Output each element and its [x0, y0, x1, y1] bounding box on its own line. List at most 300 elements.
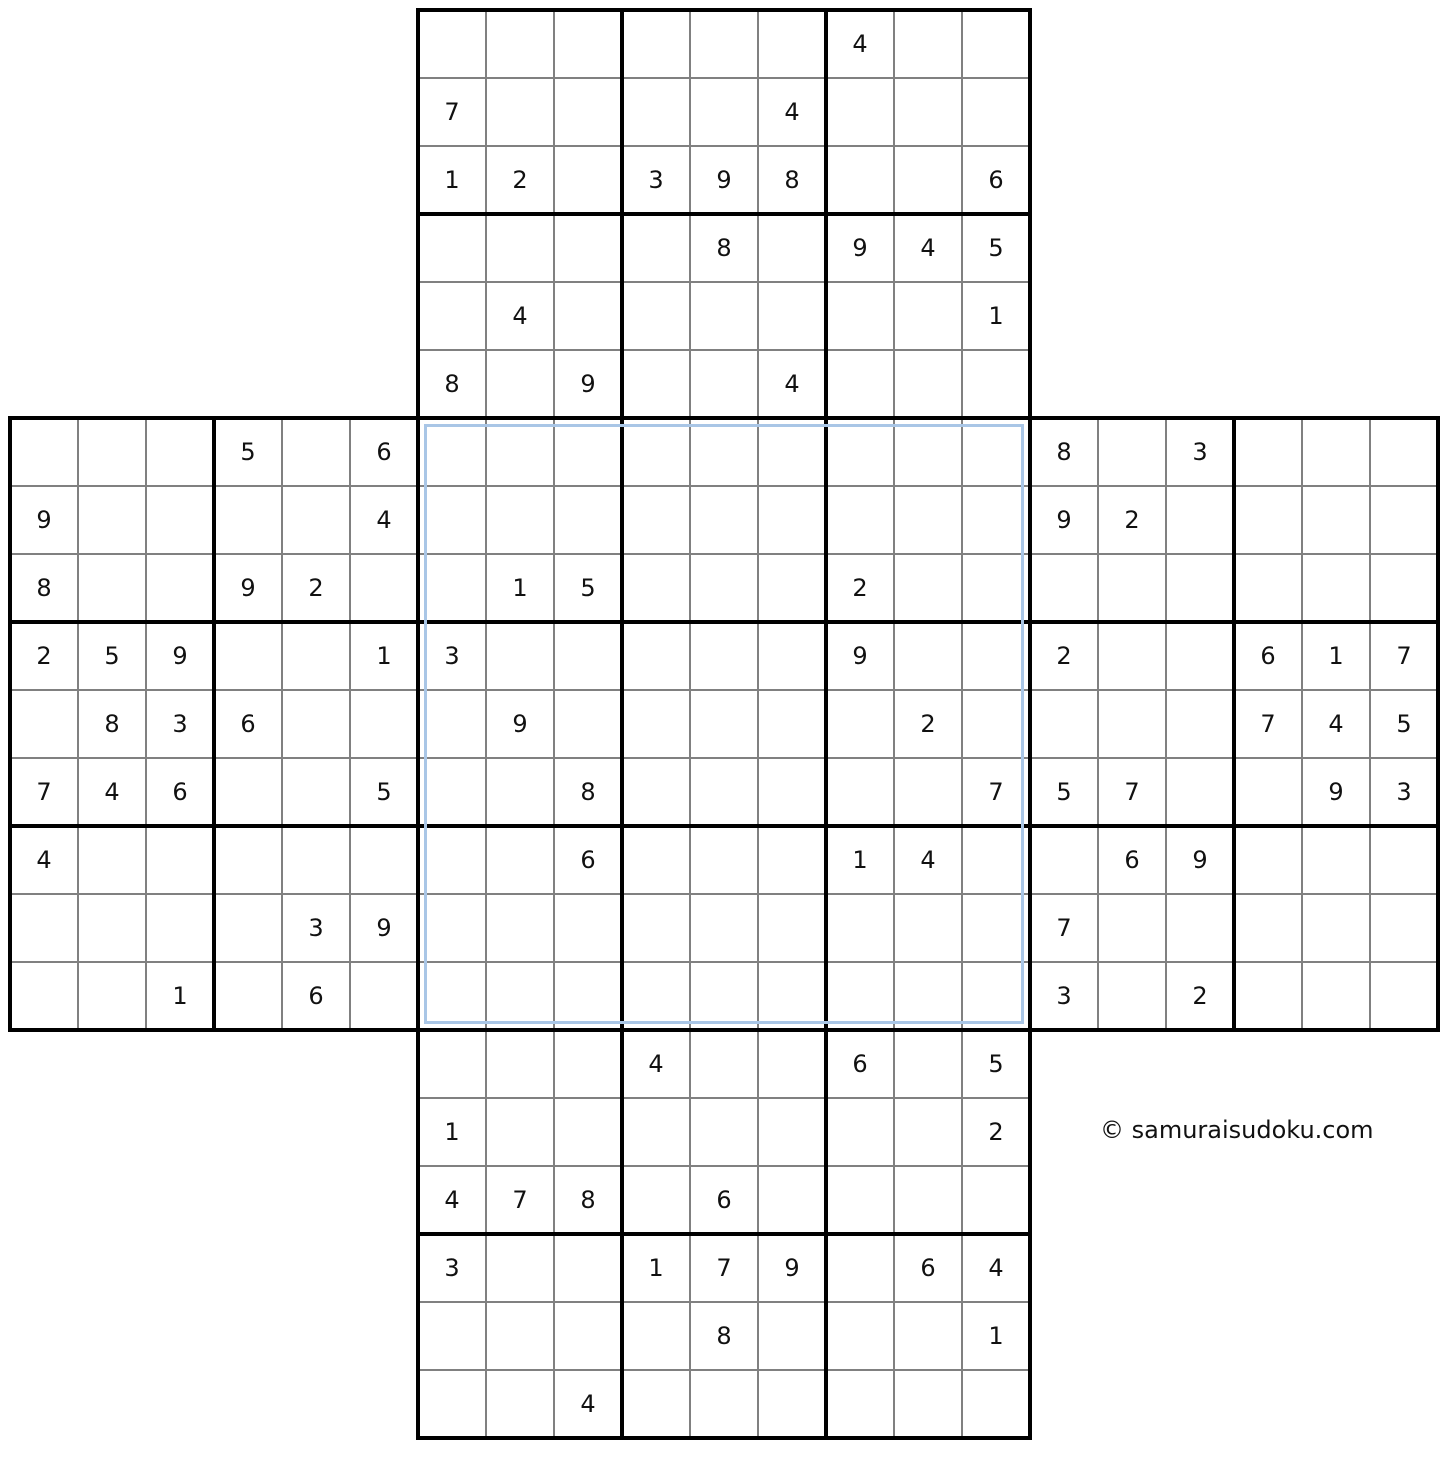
sudoku-cell[interactable] [826, 690, 894, 758]
sudoku-cell[interactable]: 4 [512, 302, 528, 330]
sudoku-cell[interactable]: 8 [580, 1186, 596, 1214]
sudoku-cell[interactable] [1098, 962, 1166, 1030]
sudoku-cell[interactable] [1098, 418, 1166, 486]
sudoku-cell[interactable] [826, 1370, 894, 1438]
sudoku-cell[interactable]: 9 [512, 710, 528, 738]
sudoku-cell[interactable] [418, 1302, 486, 1370]
sudoku-cell[interactable] [1234, 418, 1302, 486]
sudoku-cell[interactable]: 4 [580, 1390, 596, 1418]
sudoku-cell[interactable] [10, 962, 78, 1030]
sudoku-cell[interactable] [418, 486, 486, 554]
sudoku-cell[interactable] [214, 894, 282, 962]
sudoku-cell[interactable]: 8 [36, 574, 52, 602]
sudoku-cell[interactable] [418, 894, 486, 962]
sudoku-cell[interactable]: 3 [1056, 982, 1072, 1010]
sudoku-cell[interactable]: 4 [852, 30, 868, 58]
sudoku-cell[interactable]: 4 [920, 846, 936, 874]
sudoku-cell[interactable] [962, 622, 1030, 690]
sudoku-cell[interactable] [418, 214, 486, 282]
sudoku-cell[interactable]: 5 [240, 438, 256, 466]
sudoku-cell[interactable]: 6 [1124, 846, 1140, 874]
sudoku-cell[interactable] [690, 418, 758, 486]
sudoku-cell[interactable]: 3 [308, 914, 324, 942]
sudoku-cell[interactable] [962, 826, 1030, 894]
sudoku-cell[interactable] [758, 214, 826, 282]
sudoku-cell[interactable]: 1 [988, 302, 1004, 330]
sudoku-cell[interactable] [758, 826, 826, 894]
sudoku-cell[interactable]: 1 [444, 166, 460, 194]
sudoku-cell[interactable] [418, 282, 486, 350]
sudoku-cell[interactable]: 4 [988, 1254, 1004, 1282]
sudoku-cell[interactable]: 1 [376, 642, 392, 670]
sudoku-cell[interactable] [554, 690, 622, 758]
sudoku-cell[interactable] [418, 554, 486, 622]
sudoku-cell[interactable] [1234, 894, 1302, 962]
sudoku-cell[interactable] [826, 1166, 894, 1234]
sudoku-cell[interactable] [1098, 690, 1166, 758]
sudoku-cell[interactable]: 8 [1056, 438, 1072, 466]
sudoku-cell[interactable] [214, 622, 282, 690]
sudoku-cell[interactable] [1370, 962, 1438, 1030]
sudoku-cell[interactable]: 5 [580, 574, 596, 602]
sudoku-cell[interactable] [962, 690, 1030, 758]
sudoku-cell[interactable] [758, 622, 826, 690]
sudoku-cell[interactable]: 1 [1328, 642, 1344, 670]
sudoku-cell[interactable]: 7 [1396, 642, 1412, 670]
sudoku-cell[interactable] [78, 418, 146, 486]
sudoku-cell[interactable]: 8 [444, 370, 460, 398]
sudoku-cell[interactable]: 4 [104, 778, 120, 806]
sudoku-cell[interactable] [1302, 486, 1370, 554]
sudoku-cell[interactable] [622, 486, 690, 554]
sudoku-cell[interactable] [622, 1098, 690, 1166]
sudoku-cell[interactable] [1370, 486, 1438, 554]
sudoku-cell[interactable]: 6 [240, 710, 256, 738]
sudoku-cell[interactable] [486, 350, 554, 418]
sudoku-cell[interactable]: 5 [1396, 710, 1412, 738]
sudoku-cell[interactable]: 9 [240, 574, 256, 602]
sudoku-cell[interactable]: 2 [1124, 506, 1140, 534]
sudoku-cell[interactable] [894, 146, 962, 214]
sudoku-cell[interactable]: 6 [988, 166, 1004, 194]
sudoku-cell[interactable] [690, 10, 758, 78]
sudoku-cell[interactable]: 2 [1056, 642, 1072, 670]
sudoku-cell[interactable]: 4 [36, 846, 52, 874]
sudoku-cell[interactable] [1098, 894, 1166, 962]
sudoku-cell[interactable] [622, 962, 690, 1030]
sudoku-cell[interactable] [1370, 554, 1438, 622]
sudoku-cell[interactable] [486, 1030, 554, 1098]
sudoku-cell[interactable] [1302, 826, 1370, 894]
sudoku-cell[interactable] [1030, 690, 1098, 758]
sudoku-cell[interactable] [826, 78, 894, 146]
sudoku-cell[interactable] [214, 758, 282, 826]
sudoku-cell[interactable]: 7 [512, 1186, 528, 1214]
sudoku-cell[interactable]: 7 [1124, 778, 1140, 806]
sudoku-cell[interactable]: 9 [580, 370, 596, 398]
sudoku-cell[interactable] [78, 894, 146, 962]
sudoku-cell[interactable] [894, 962, 962, 1030]
sudoku-cell[interactable] [486, 1302, 554, 1370]
sudoku-cell[interactable]: 6 [580, 846, 596, 874]
sudoku-cell[interactable] [622, 622, 690, 690]
sudoku-cell[interactable]: 4 [648, 1050, 664, 1078]
sudoku-cell[interactable] [554, 418, 622, 486]
sudoku-cell[interactable] [78, 826, 146, 894]
sudoku-cell[interactable] [214, 962, 282, 1030]
sudoku-cell[interactable]: 2 [36, 642, 52, 670]
sudoku-cell[interactable] [690, 758, 758, 826]
sudoku-cell[interactable]: 9 [852, 234, 868, 262]
sudoku-cell[interactable]: 3 [1396, 778, 1412, 806]
sudoku-cell[interactable] [418, 418, 486, 486]
sudoku-cell[interactable] [1370, 894, 1438, 962]
sudoku-cell[interactable] [146, 554, 214, 622]
sudoku-cell[interactable] [214, 826, 282, 894]
sudoku-cell[interactable] [486, 826, 554, 894]
sudoku-cell[interactable] [758, 486, 826, 554]
sudoku-cell[interactable] [962, 350, 1030, 418]
sudoku-cell[interactable] [758, 418, 826, 486]
sudoku-cell[interactable] [1166, 554, 1234, 622]
sudoku-cell[interactable]: 3 [648, 166, 664, 194]
sudoku-cell[interactable] [622, 1166, 690, 1234]
sudoku-cell[interactable] [894, 418, 962, 486]
cell-border-line [9, 757, 1439, 759]
sudoku-cell[interactable] [282, 826, 350, 894]
sudoku-cell[interactable] [826, 894, 894, 962]
sudoku-cell[interactable] [282, 758, 350, 826]
sudoku-cell[interactable] [962, 1166, 1030, 1234]
box-border-line [416, 8, 1032, 12]
sudoku-cell[interactable] [622, 214, 690, 282]
sudoku-cell[interactable] [1166, 894, 1234, 962]
sudoku-cell[interactable] [826, 282, 894, 350]
sudoku-cell[interactable] [554, 146, 622, 214]
sudoku-cell[interactable]: 9 [1328, 778, 1344, 806]
sudoku-cell[interactable] [1302, 962, 1370, 1030]
sudoku-cell[interactable] [1098, 622, 1166, 690]
sudoku-cell[interactable] [622, 350, 690, 418]
sudoku-cell[interactable] [282, 622, 350, 690]
sudoku-cell[interactable]: 7 [988, 778, 1004, 806]
sudoku-cell[interactable]: 5 [988, 234, 1004, 262]
sudoku-cell[interactable]: 7 [1260, 710, 1276, 738]
sudoku-cell[interactable] [690, 1098, 758, 1166]
sudoku-cell[interactable]: 3 [444, 1254, 460, 1282]
sudoku-cell[interactable]: 2 [988, 1118, 1004, 1146]
sudoku-cell[interactable] [622, 282, 690, 350]
sudoku-cell[interactable] [146, 418, 214, 486]
sudoku-cell[interactable] [1166, 690, 1234, 758]
sudoku-cell[interactable] [690, 554, 758, 622]
sudoku-cell[interactable] [350, 826, 418, 894]
sudoku-cell[interactable] [622, 894, 690, 962]
sudoku-cell[interactable] [690, 1370, 758, 1438]
sudoku-cell[interactable] [418, 690, 486, 758]
sudoku-cell[interactable]: 9 [784, 1254, 800, 1282]
sudoku-cell[interactable] [622, 78, 690, 146]
sudoku-cell[interactable] [758, 1370, 826, 1438]
sudoku-cell[interactable]: 6 [376, 438, 392, 466]
sudoku-cell[interactable] [826, 146, 894, 214]
sudoku-cell[interactable] [486, 758, 554, 826]
sudoku-cell[interactable] [554, 1030, 622, 1098]
sudoku-cell[interactable] [1166, 486, 1234, 554]
sudoku-cell[interactable] [486, 418, 554, 486]
sudoku-cell[interactable] [758, 1166, 826, 1234]
sudoku-cell[interactable] [78, 486, 146, 554]
sudoku-cell[interactable] [418, 826, 486, 894]
sudoku-cell[interactable] [962, 1370, 1030, 1438]
sudoku-cell[interactable] [894, 1030, 962, 1098]
sudoku-cell[interactable] [1234, 486, 1302, 554]
sudoku-cell[interactable] [350, 554, 418, 622]
sudoku-cell[interactable] [758, 1030, 826, 1098]
sudoku-cell[interactable] [554, 10, 622, 78]
sudoku-cell[interactable]: 4 [444, 1186, 460, 1214]
sudoku-cell[interactable] [418, 758, 486, 826]
sudoku-cell[interactable]: 5 [1056, 778, 1072, 806]
sudoku-cell[interactable] [350, 690, 418, 758]
sudoku-cell[interactable] [826, 1098, 894, 1166]
sudoku-cell[interactable] [418, 1370, 486, 1438]
sudoku-cell[interactable]: 1 [512, 574, 528, 602]
sudoku-cell[interactable] [622, 758, 690, 826]
sudoku-cell[interactable]: 9 [172, 642, 188, 670]
sudoku-cell[interactable] [894, 10, 962, 78]
sudoku-cell[interactable] [554, 1098, 622, 1166]
sudoku-cell[interactable] [690, 282, 758, 350]
sudoku-cell[interactable] [894, 1098, 962, 1166]
sudoku-cell[interactable]: 9 [716, 166, 732, 194]
sudoku-cell[interactable] [1030, 826, 1098, 894]
sudoku-cell[interactable]: 7 [444, 98, 460, 126]
sudoku-cell[interactable]: 4 [784, 98, 800, 126]
sudoku-cell[interactable] [554, 622, 622, 690]
sudoku-cell[interactable] [78, 554, 146, 622]
sudoku-cell[interactable]: 1 [988, 1322, 1004, 1350]
sudoku-cell[interactable] [894, 1166, 962, 1234]
sudoku-cell[interactable] [690, 78, 758, 146]
sudoku-cell[interactable] [10, 418, 78, 486]
sudoku-cell[interactable]: 5 [376, 778, 392, 806]
sudoku-cell[interactable] [826, 350, 894, 418]
sudoku-cell[interactable] [486, 486, 554, 554]
sudoku-cell[interactable] [554, 78, 622, 146]
sudoku-cell[interactable]: 3 [1192, 438, 1208, 466]
sudoku-cell[interactable] [146, 486, 214, 554]
sudoku-cell[interactable]: 4 [1328, 710, 1344, 738]
sudoku-cell[interactable] [758, 1302, 826, 1370]
sudoku-cell[interactable]: 3 [444, 642, 460, 670]
sudoku-cell[interactable] [690, 894, 758, 962]
sudoku-cell[interactable] [554, 282, 622, 350]
sudoku-cell[interactable] [758, 282, 826, 350]
sudoku-cell[interactable]: 4 [784, 370, 800, 398]
sudoku-cell[interactable] [554, 214, 622, 282]
sudoku-cell[interactable]: 9 [376, 914, 392, 942]
sudoku-cell[interactable] [418, 1030, 486, 1098]
sudoku-cell[interactable] [554, 486, 622, 554]
sudoku-cell[interactable]: 2 [512, 166, 528, 194]
sudoku-cell[interactable] [1234, 758, 1302, 826]
sudoku-cell[interactable] [758, 10, 826, 78]
sudoku-cell[interactable] [826, 486, 894, 554]
sudoku-cell[interactable] [554, 962, 622, 1030]
sudoku-cell[interactable]: 4 [920, 234, 936, 262]
sudoku-cell[interactable] [690, 690, 758, 758]
sudoku-cell[interactable]: 5 [104, 642, 120, 670]
sudoku-cell[interactable] [350, 962, 418, 1030]
sudoku-cell[interactable]: 8 [716, 234, 732, 262]
sudoku-cell[interactable] [214, 486, 282, 554]
sudoku-cell[interactable] [894, 1302, 962, 1370]
sudoku-cell[interactable] [894, 554, 962, 622]
sudoku-cell[interactable] [894, 758, 962, 826]
sudoku-cell[interactable] [826, 1302, 894, 1370]
sudoku-cell[interactable]: 8 [580, 778, 596, 806]
sudoku-cell[interactable]: 7 [1056, 914, 1072, 942]
sudoku-cell[interactable] [1234, 962, 1302, 1030]
sudoku-cell[interactable]: 9 [36, 506, 52, 534]
sudoku-cell[interactable] [282, 690, 350, 758]
sudoku-cell[interactable]: 6 [172, 778, 188, 806]
sudoku-cell[interactable] [486, 894, 554, 962]
sudoku-cell[interactable]: 6 [1260, 642, 1276, 670]
sudoku-cell[interactable]: 1 [648, 1254, 664, 1282]
sudoku-cell[interactable]: 3 [172, 710, 188, 738]
sudoku-cell[interactable] [894, 486, 962, 554]
sudoku-cell[interactable] [486, 1370, 554, 1438]
sudoku-cell[interactable] [622, 826, 690, 894]
sudoku-cell[interactable] [962, 554, 1030, 622]
sudoku-cell[interactable]: 9 [1056, 506, 1072, 534]
sudoku-cell[interactable]: 2 [852, 574, 868, 602]
sudoku-cell[interactable] [758, 1098, 826, 1166]
sudoku-cell[interactable] [1302, 554, 1370, 622]
sudoku-cell[interactable] [486, 78, 554, 146]
sudoku-cell[interactable] [486, 10, 554, 78]
sudoku-cell[interactable] [1030, 554, 1098, 622]
sudoku-cell[interactable] [1234, 826, 1302, 894]
sudoku-cell[interactable] [622, 1302, 690, 1370]
sudoku-cell[interactable] [554, 1302, 622, 1370]
sudoku-cell[interactable] [78, 962, 146, 1030]
sudoku-cell[interactable]: 6 [852, 1050, 868, 1078]
sudoku-cell[interactable] [486, 214, 554, 282]
sudoku-cell[interactable] [1166, 758, 1234, 826]
sudoku-cell[interactable] [962, 486, 1030, 554]
sudoku-cell[interactable]: 6 [308, 982, 324, 1010]
sudoku-cell[interactable] [146, 894, 214, 962]
sudoku-cell[interactable] [894, 894, 962, 962]
sudoku-cell[interactable]: 7 [716, 1254, 732, 1282]
sudoku-cell[interactable] [894, 350, 962, 418]
sudoku-cell[interactable] [962, 78, 1030, 146]
sudoku-cell[interactable] [758, 690, 826, 758]
sudoku-cell[interactable]: 1 [852, 846, 868, 874]
sudoku-cell[interactable] [622, 418, 690, 486]
sudoku-cell[interactable] [826, 758, 894, 826]
sudoku-cell[interactable] [486, 962, 554, 1030]
sudoku-cell[interactable] [894, 622, 962, 690]
sudoku-cell[interactable] [1302, 418, 1370, 486]
sudoku-cell[interactable]: 6 [716, 1186, 732, 1214]
sudoku-cell[interactable] [146, 826, 214, 894]
sudoku-cell[interactable] [758, 758, 826, 826]
sudoku-cell[interactable] [1370, 418, 1438, 486]
sudoku-cell[interactable] [10, 894, 78, 962]
sudoku-cell[interactable]: 7 [36, 778, 52, 806]
sudoku-cell[interactable] [690, 486, 758, 554]
sudoku-cell[interactable] [554, 1234, 622, 1302]
sudoku-cell[interactable] [690, 622, 758, 690]
sudoku-cell[interactable] [826, 962, 894, 1030]
sudoku-cell[interactable] [282, 418, 350, 486]
sudoku-cell[interactable]: 9 [1192, 846, 1208, 874]
sudoku-cell[interactable] [486, 1234, 554, 1302]
sudoku-cell[interactable] [962, 962, 1030, 1030]
sudoku-cell[interactable] [418, 10, 486, 78]
sudoku-cell[interactable] [962, 10, 1030, 78]
sudoku-cell[interactable]: 2 [308, 574, 324, 602]
sudoku-cell[interactable] [1302, 894, 1370, 962]
sudoku-cell[interactable]: 1 [444, 1118, 460, 1146]
sudoku-cell[interactable]: 8 [784, 166, 800, 194]
sudoku-cell[interactable] [486, 622, 554, 690]
sudoku-cell[interactable] [826, 1234, 894, 1302]
sudoku-cell[interactable] [894, 78, 962, 146]
sudoku-cell[interactable]: 2 [920, 710, 936, 738]
sudoku-cell[interactable] [10, 690, 78, 758]
sudoku-cell[interactable] [1166, 622, 1234, 690]
sudoku-cell[interactable] [1234, 554, 1302, 622]
sudoku-cell[interactable] [690, 350, 758, 418]
sudoku-cell[interactable] [690, 1030, 758, 1098]
sudoku-cell[interactable]: 6 [920, 1254, 936, 1282]
sudoku-cell[interactable] [1370, 826, 1438, 894]
sudoku-cell[interactable] [962, 418, 1030, 486]
sudoku-cell[interactable]: 4 [376, 506, 392, 534]
sudoku-cell[interactable] [622, 690, 690, 758]
sudoku-cell[interactable] [758, 894, 826, 962]
sudoku-cell[interactable]: 2 [1192, 982, 1208, 1010]
sudoku-cell[interactable] [962, 894, 1030, 962]
sudoku-cell[interactable] [554, 894, 622, 962]
sudoku-cell[interactable] [418, 962, 486, 1030]
sudoku-cell[interactable] [622, 10, 690, 78]
sudoku-cell[interactable] [894, 1370, 962, 1438]
sudoku-cell[interactable] [282, 486, 350, 554]
sudoku-cell[interactable] [622, 1370, 690, 1438]
sudoku-cell[interactable]: 1 [172, 982, 188, 1010]
sudoku-cell[interactable] [1098, 554, 1166, 622]
sudoku-cell[interactable] [622, 554, 690, 622]
sudoku-cell[interactable]: 8 [716, 1322, 732, 1350]
sudoku-cell[interactable]: 5 [988, 1050, 1004, 1078]
sudoku-cell[interactable] [690, 826, 758, 894]
sudoku-cell[interactable] [758, 962, 826, 1030]
sudoku-cell[interactable] [894, 282, 962, 350]
sudoku-cell[interactable] [758, 554, 826, 622]
sudoku-cell[interactable] [486, 1098, 554, 1166]
sudoku-cell[interactable] [690, 962, 758, 1030]
sudoku-cell[interactable]: 8 [104, 710, 120, 738]
cell-border-line [417, 145, 1031, 147]
sudoku-cell[interactable]: 9 [852, 642, 868, 670]
sudoku-cell[interactable] [826, 418, 894, 486]
